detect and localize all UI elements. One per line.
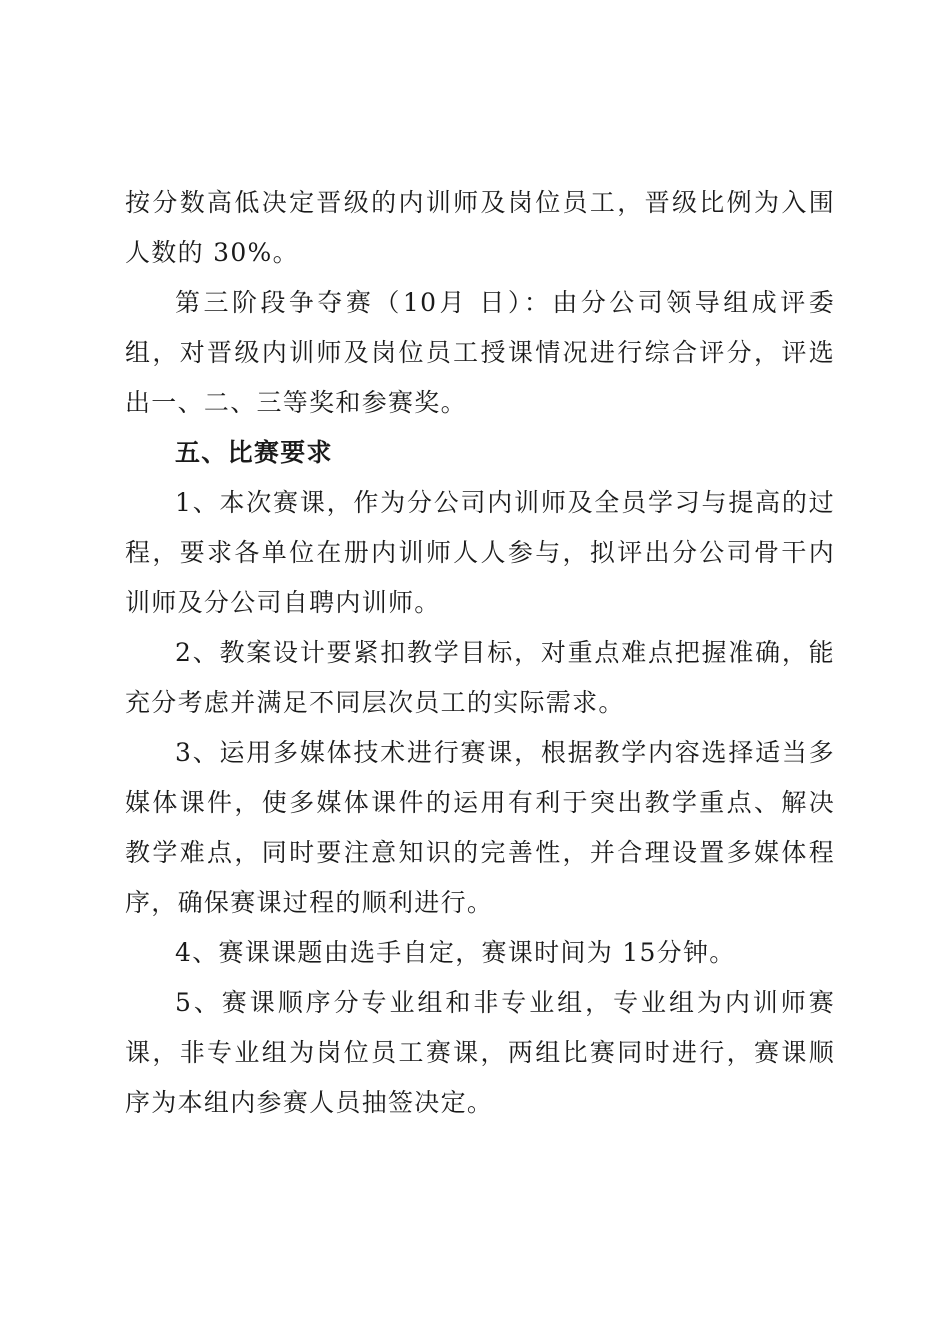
requirement-item-1: 1、本次赛课，作为分公司内训师及全员学习与提高的过程，要求各单位在册内训师人人参与，拟评出分公司骨干内训师及分公司自聘内训师。 xyxy=(125,488,835,617)
paragraph-promotion-ratio: 按分数高低决定晋级的内训师及岗位员工，晋级比例为入围人数的 30%。 xyxy=(125,188,835,267)
document-body xyxy=(125,178,835,1128)
requirement-item-2: 2、教案设计要紧扣教学目标，对重点难点把握准确，能充分考虑并满足不同层次员工的实际需求。 xyxy=(125,638,835,717)
requirement-item-4: 4、赛课课题由选手自定，赛课时间为 15分钟。 xyxy=(175,938,736,967)
requirement-item-3: 3、运用多媒体技术进行赛课，根据教学内容选择适当多媒体课件，使多媒体课件的运用有利于突出教学重点、解决教学难点，同时要注意知识的完善性，并合理设置多媒体程序，确保赛课过程的顺利进行。 xyxy=(125,738,835,917)
requirement-item-5: 5、赛课顺序分专业组和非专业组，专业组为内训师赛课，非专业组为岗位员工赛课，两组比赛同时进行，赛课顺序为本组内参赛人员抽签决定。 xyxy=(125,988,835,1117)
section-heading-requirements: 五、比赛要求 xyxy=(175,438,333,467)
paragraph-third-stage: 第三阶段争夺赛（10月 日）：由分公司领导组成评委组，对晋级内训师及岗位员工授课情况进行综合评分，评选出一、二、三等奖和参赛奖。 xyxy=(125,288,835,417)
